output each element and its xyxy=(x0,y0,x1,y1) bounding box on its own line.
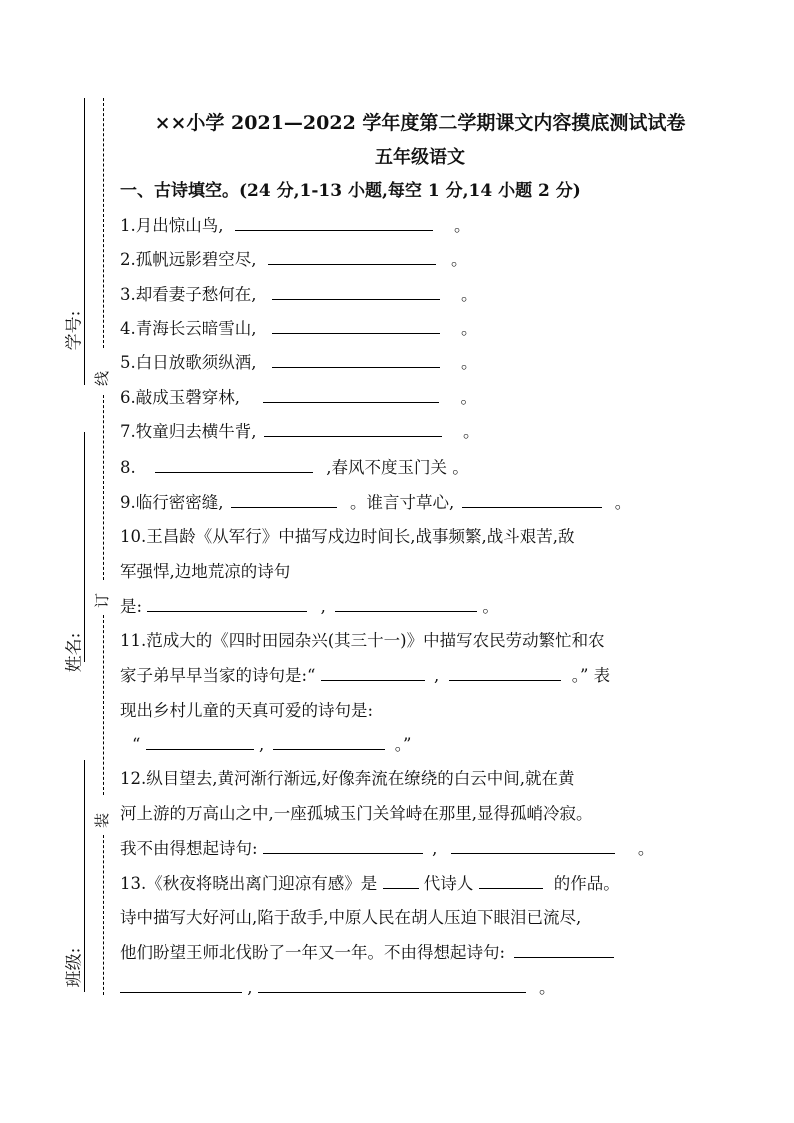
answer-blank-7[interactable] xyxy=(264,418,442,437)
question-6 xyxy=(120,384,477,408)
answer-blank-4[interactable] xyxy=(272,315,440,334)
question-11-text: 家子弟早早当家的诗句是:“ xyxy=(120,666,316,685)
question-10-line-1: 10.王昌龄《从军行》中描写戍边时间长,战事频繁,战斗艰苦,敌 xyxy=(120,527,575,546)
question-10-answer-prefix: 是: xyxy=(120,597,143,616)
student-id-label: 学号: xyxy=(64,310,85,351)
answer-blank-11a[interactable] xyxy=(321,662,425,681)
question-13-line-3 xyxy=(120,939,614,963)
answer-blank-13b[interactable] xyxy=(479,870,543,889)
binding-solid-line-middle xyxy=(84,432,85,662)
question-10-line-2: 军强悍,边地荒凉的诗句 xyxy=(120,562,291,581)
answer-blank-2[interactable] xyxy=(268,246,436,265)
question-13-final: 。 xyxy=(539,978,556,997)
question-2-text: 2.孤帆远影碧空尽, xyxy=(120,250,257,269)
question-8 xyxy=(120,454,469,478)
question-5 xyxy=(120,349,478,373)
question-4-end: 。 xyxy=(461,319,478,338)
answer-blank-3[interactable] xyxy=(272,281,440,300)
answer-blank-13a[interactable] xyxy=(383,870,419,889)
question-13-line-1 xyxy=(120,870,620,894)
binding-dashed-line-3 xyxy=(103,615,104,795)
question-10-end: 。 xyxy=(482,597,499,616)
question-5-end: 。 xyxy=(461,353,478,372)
question-3-end: 。 xyxy=(461,285,478,304)
question-11-open-quote: “ xyxy=(132,735,141,754)
answer-blank-9b[interactable] xyxy=(462,489,602,508)
class-label: 班级: xyxy=(64,947,85,988)
answer-blank-11c[interactable] xyxy=(146,731,254,750)
binding-dashed-line-1 xyxy=(103,98,104,348)
answer-blank-5[interactable] xyxy=(272,349,440,368)
question-11-comma: , xyxy=(434,666,440,685)
question-4-text: 4.青海长云暗雪山, xyxy=(120,319,257,338)
question-8-number: 8. xyxy=(120,458,136,477)
answer-blank-11b[interactable] xyxy=(449,662,561,681)
question-13-line-4 xyxy=(120,974,556,998)
question-3 xyxy=(120,281,478,305)
question-7-text: 7.牧童归去横牛背, xyxy=(120,422,257,441)
question-2 xyxy=(120,246,468,270)
question-6-end: 。 xyxy=(460,388,477,407)
question-13-end: 的作品。 xyxy=(553,874,620,893)
question-12-comma: , xyxy=(432,839,438,858)
answer-blank-13d[interactable] xyxy=(120,974,242,993)
question-9-mid: 。谁言寸草心, xyxy=(350,493,455,512)
question-13-line-2: 诗中描写大好河山,陷于敌手,中原人民在胡人压迫下眼泪已流尽, xyxy=(120,908,582,927)
question-11-line-2 xyxy=(120,662,610,686)
question-12-text: 我不由得想起诗句: xyxy=(120,839,258,858)
question-10-line-3 xyxy=(120,593,499,617)
question-7 xyxy=(120,418,480,442)
answer-blank-6[interactable] xyxy=(263,384,439,403)
page-subtitle: 五年级语文 xyxy=(375,147,465,168)
answer-blank-8[interactable] xyxy=(155,454,313,473)
binding-char-bind: 装 xyxy=(93,812,112,829)
binding-dashed-line-4 xyxy=(103,835,104,995)
question-13-text-3: 他们盼望王师北伐盼了一年又一年。不由得想起诗句: xyxy=(120,943,506,962)
answer-blank-11d[interactable] xyxy=(273,731,385,750)
question-11-line-3: 现出乡村儿童的天真可爱的诗句是: xyxy=(120,701,374,720)
question-12-line-1: 12.纵目望去,黄河渐行渐远,好像奔流在缭绕的白云中间,就在黄 xyxy=(120,769,575,788)
question-13-mid: 代诗人 xyxy=(423,874,474,893)
answer-blank-1[interactable] xyxy=(235,212,433,231)
question-11-end: 。” 表 xyxy=(571,666,611,685)
question-12-line-3 xyxy=(120,835,654,859)
question-1-end: 。 xyxy=(454,216,471,235)
question-8-text: ,春风不度玉门关 。 xyxy=(326,458,469,477)
binding-char-line: 线 xyxy=(93,370,112,387)
question-6-text: 6.敲成玉磬穿林, xyxy=(120,388,240,407)
question-4 xyxy=(120,315,478,339)
question-11-comma-2: , xyxy=(258,735,265,754)
answer-blank-10b[interactable] xyxy=(335,593,477,612)
answer-blank-10a[interactable] xyxy=(147,593,307,612)
question-1 xyxy=(120,212,471,236)
question-12-end: 。 xyxy=(637,839,655,858)
question-13-comma: , xyxy=(247,978,253,997)
question-7-end: 。 xyxy=(463,422,480,441)
answer-blank-12a[interactable] xyxy=(263,835,423,854)
question-5-text: 5.白日放歌须纵酒, xyxy=(120,353,257,372)
question-10-comma: , xyxy=(320,597,326,616)
question-2-end: 。 xyxy=(451,250,468,269)
answer-blank-12b[interactable] xyxy=(451,835,615,854)
question-11-close: 。” xyxy=(394,735,412,754)
question-3-text: 3.却看妻子愁何在, xyxy=(120,285,257,304)
answer-blank-13c[interactable] xyxy=(514,939,614,958)
binding-dashed-line-2 xyxy=(103,395,104,580)
section-heading: 一、古诗填空。(24 分,1-13 小题,每空 1 分,14 小题 2 分) xyxy=(120,181,581,201)
question-11-line-1: 11.范成大的《四时田园杂兴(其三十一)》中描写农民劳动繁忙和农 xyxy=(120,631,605,650)
question-11-line-4 xyxy=(132,731,411,755)
name-label: 姓名: xyxy=(64,632,85,673)
answer-blank-9a[interactable] xyxy=(231,489,337,508)
question-9-text: 9.临行密密缝, xyxy=(120,493,224,512)
question-9-end: 。 xyxy=(614,493,632,512)
page-title: ××小学 2021—2022 学年度第二学期课文内容摸底测试试卷 xyxy=(154,112,686,134)
binding-char-staple: 订 xyxy=(93,592,112,609)
question-12-line-2: 河上游的万高山之中,一座孤城玉门关耸峙在那里,显得孤峭冷寂。 xyxy=(120,804,593,823)
question-9 xyxy=(120,489,631,513)
question-1-text: 1.月出惊山鸟, xyxy=(120,216,224,235)
question-13-text: 13.《秋夜将晓出离门迎凉有感》是 xyxy=(120,874,378,893)
answer-blank-13e[interactable] xyxy=(258,974,526,993)
